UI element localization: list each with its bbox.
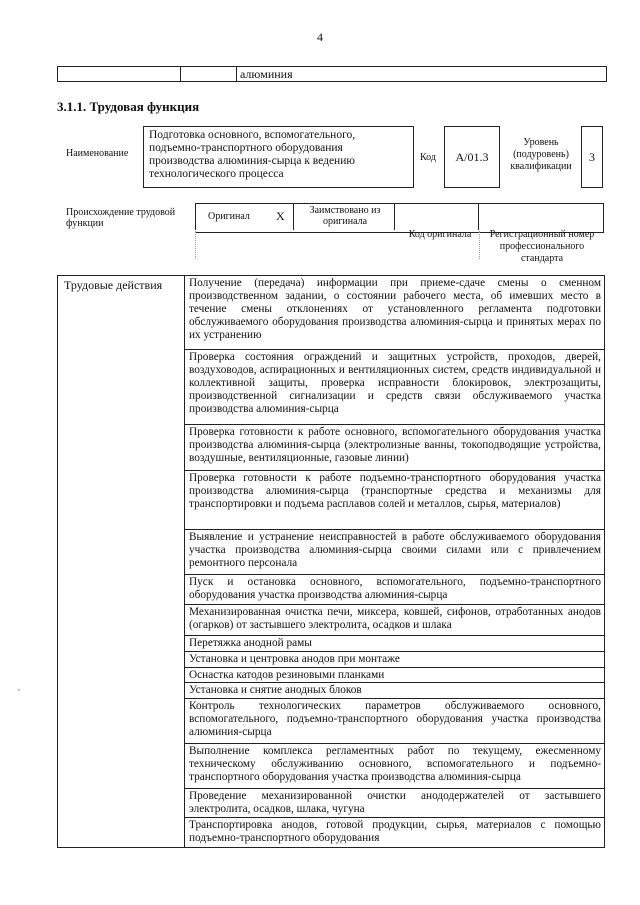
labor-actions-label: Трудовые действия xyxy=(64,278,163,292)
reg-number-cell xyxy=(478,204,603,230)
borrowed-label: Заимствовано из оригинала xyxy=(309,205,381,227)
labor-action-item: Проверка готовности к работе основного, вспомогательного оборудования участка производства алюминия-сырца (электролизные ванны, токоподводящие устройства, воздушные, вентиляционные, газовые линии) xyxy=(185,425,605,471)
function-name-box: Подготовка основного, вспомогательного, подъемно-транспортного оборудования производства алюминия-сырца к ведению технологического процесса xyxy=(143,126,414,188)
level-value: 3 xyxy=(581,126,603,188)
code-value: А/01.3 xyxy=(444,126,500,188)
original-cell xyxy=(195,204,293,230)
continuation-text: алюминия xyxy=(240,67,293,81)
labor-action-item: Перетяжка анодной рамы xyxy=(185,636,605,652)
divider xyxy=(195,231,196,259)
labor-action-item: Проверка состояния ограждений и защитных устройств, проходов, дверей, воздуховодов, аспирационных и вентиляционных систем, средств индивидуальной и коллективной защиты, проверка исправности блокировок, электрозащиты, производственной сигнализации и средств связи обслуживаемого участка производства алюминия-сырца xyxy=(185,350,605,425)
continuation-cell-2 xyxy=(180,67,237,81)
original-mark: X xyxy=(276,209,285,223)
code-original-cell xyxy=(394,204,478,230)
origin-label: Происхождение трудовой функции xyxy=(66,207,176,229)
continuation-row xyxy=(57,66,607,82)
continuation-cell-1 xyxy=(58,67,181,81)
scan-artifact-mark: , xyxy=(18,683,20,692)
labor-actions-table xyxy=(57,275,605,848)
labor-action-item: Выявление и устранение неисправностей в работе обслуживаемого оборудования участка производства алюминия-сырца своими силами или с привлечением ремонтного персонала xyxy=(185,530,605,575)
labor-action-item: Проверка готовности к работе подъемно-транспортного оборудования участка производства алюминия-сырца (транспортные средства и механизмы для транспортировки и подъема расплавов солей и металлов, сырья, материалов) xyxy=(185,471,605,530)
original-label: Оригинал xyxy=(208,211,250,222)
labor-action-item: Выполнение комплекса регламентных работ по текущему, ежесменному техническому обслуживанию основного, вспомогательного и подъемно-транспортного оборудования участка производства алюминия-сырца xyxy=(185,744,605,789)
labor-action-item: Получение (передача) информации при приеме-сдаче смены о сменном производственном задании, о состоянии рабочего места, об имевших место в течение смены отклонениях от установленного регламента подготовки обслуживаемого оборудования производства алюминия-сырца и принятых мерах по их устранению xyxy=(185,276,605,350)
labor-action-item: Установка и центровка анодов при монтаже xyxy=(185,652,605,668)
labor-action-item: Механизированная очистка печи, миксера, ковшей, сифонов, отработанных анодов (огарков) от застывшего электролита, осадков и шлака xyxy=(185,605,605,636)
page-number: 4 xyxy=(317,30,323,44)
name-label: Наименование xyxy=(66,148,129,159)
labor-actions-list xyxy=(184,276,605,847)
section-title: 3.1.1. Трудовая функция xyxy=(57,99,200,114)
borrowed-cell xyxy=(293,204,394,230)
labor-action-item: Оснастка катодов резиновыми планками xyxy=(185,668,605,683)
labor-action-item: Пуск и остановка основного, вспомогательного, подъемно-транспортного оборудования участка производства алюминия-сырца xyxy=(185,575,605,605)
labor-action-item: Установка и снятие анодных блоков xyxy=(185,683,605,699)
labor-action-item: Транспортировка анодов, готовой продукции, сырья, материалов с помощью подъемно-транспортного оборудования xyxy=(189,819,601,845)
code-original-label: Код оригинала xyxy=(408,229,472,240)
level-label: Уровень (подуровень) квалификации xyxy=(510,137,572,172)
labor-action-item: Контроль технологических параметров обслуживаемого основного, вспомогательного, подъемно-транспортного оборудования участка производства алюминия-сырца xyxy=(185,699,605,744)
code-label: Код xyxy=(420,152,436,163)
reg-number-label: Регистрационный номер профессионального стандарта xyxy=(489,229,595,264)
labor-action-item: Проведение механизированной очистки анододержателей от застывшего электролита, осадков, шлака, чугуна xyxy=(185,789,605,818)
